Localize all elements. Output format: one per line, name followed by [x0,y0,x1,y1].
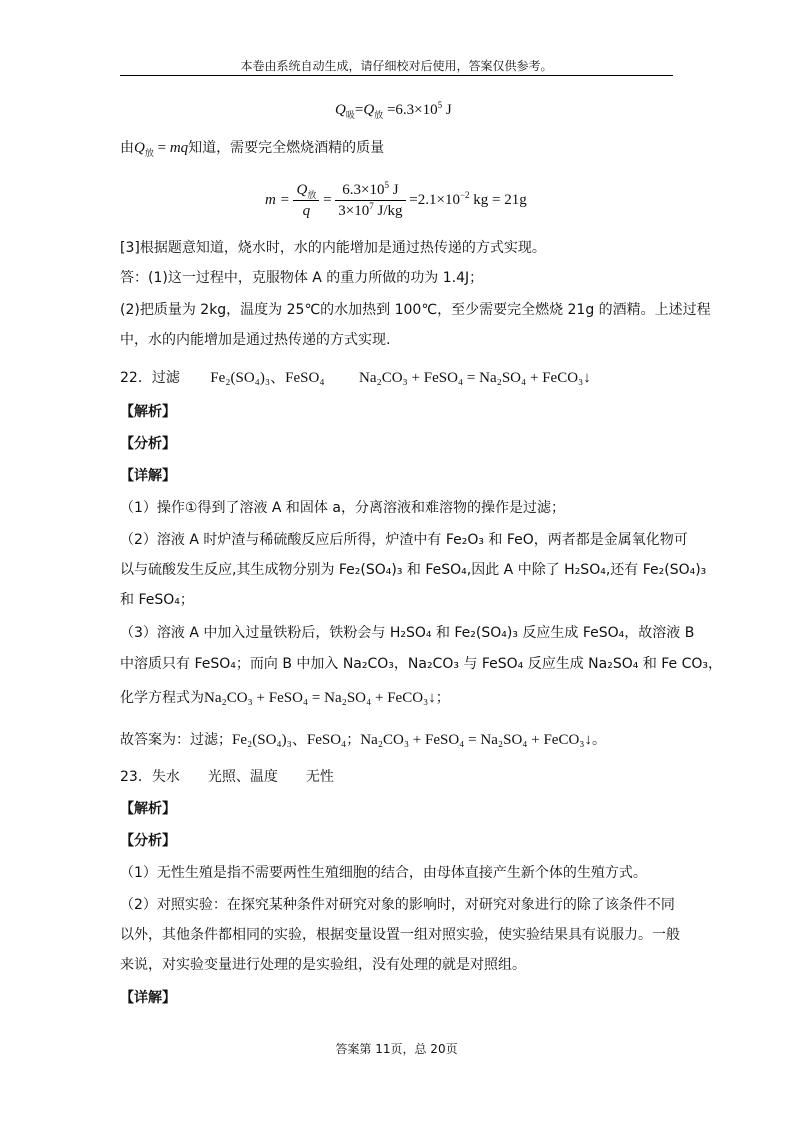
q22-paragraph-3a: （3）溶液 A 中加入过量铁粉后，铁粉会与 H₂SO₄ 和 Fe₂(SO₄)₃ 反应生成 FeSO₄，故溶液 B [120,625,695,641]
q22-final-answer: 故答案为：过滤；Fe₂(SO₄)₃、FeSO₄；Na₂CO₃ + FeSO₄ = Na₂SO₄ + FeCO₃↓。 [120,732,607,748]
fraction-q-over-q: $\frac{Q_放}{q}$ [293,180,319,221]
q22-paragraph-2a: （2）溶液 A 时炉渣与稀硫酸反应后所得，炉渣中有 Fe₂O₃ 和 FeO，两者都是金属氧化物可 [120,532,688,548]
q22-paragraph-3c: 化学方程式为Na₂CO₃ + FeSO₄ = Na₂SO₄ + FeCO₃↓； [120,690,450,706]
section-xiangjie-2: 【详解】 [120,990,176,1006]
section-fenxi-1: 【分析】 [120,436,176,452]
q22-paragraph-2b: 以与硫酸发生反应,其生成物分别为 Fe₂(SO₄)₃ 和 FeSO₄,因此 A 中除了 H₂SO₄,还有 Fe₂(SO₄)₃ [120,562,707,578]
section-jiexi-2: 【解析】 [120,801,176,817]
page-header: 本卷由系统自动生成，请仔细校对后使用，答案仅供参考。 [240,59,553,73]
q22-paragraph-1: （1）操作①得到了溶液 A 和固体 a，分离溶液和难溶物的操作是过滤； [120,500,565,516]
q23-paragraph-1: （1）无性生殖是指不需要两性生殖细胞的结合，由母体直接产生新个体的生殖方式。 [120,865,647,881]
line-answer-1: 答：(1)这一过程中，克服物体 A 的重力所做的功为 1.4J； [120,270,484,286]
q22-paragraph-2c: 和 FeSO₄； [120,592,194,608]
line-3-heat-transfer: [3]根据题意知道，烧水时，水的内能增加是通过热传递的方式实现。 [120,240,546,256]
q22-paragraph-3b: 中溶质只有 FeSO₄；而向 B 中加入 Na₂CO₃，Na₂CO₃ 与 FeSO₄ 反应生成 Na₂SO₄ 和 Fe CO₃， [120,656,723,672]
line-answer-2a: (2)把质量为 2kg，温度为 25℃的水加热到 100℃，至少需要完全燃烧 21g 的酒精。上述过程 [120,302,711,318]
q23-paragraph-2a: （2）对照实验：在探究某种条件对研究对象的影响时，对研究对象进行的除了该条件不同 [120,897,675,913]
chem-feso4: 、FeSO₄ [270,370,325,386]
line-answer-2b: 中，水的内能增加是通过热传递的方式实现. [120,332,391,348]
page-footer: 答案第 11页，总 20页 [335,1042,458,1056]
header-rule [120,75,673,76]
question-22-answer: 22．过滤 Fe₂(SO₄)₃、FeSO₄ Na₂CO₃ + FeSO₄ = Na₂SO₄ + FeCO₃↓ [120,370,591,386]
section-xiangjie-1: 【详解】 [120,468,176,484]
section-fenxi-2: 【分析】 [120,833,176,849]
fraction-values: $\frac{6.3\times 10^5 J}{3\times 10^7 J/kg}$ [335,180,405,221]
line-heat-source: 由$Q_放$ = mq知道，需要完全燃烧酒精的质量 [120,140,385,158]
mass-formula: m = $\frac{Q_放}{q}$ = $\frac{6.3\times 10^5 J}{3\times 10^7 J/kg}$ $=2.1\times 10^{-2}$ kg = 21g [265,180,527,219]
question-23-answer: 23．失水 光照、温度 无性 [120,769,334,785]
chem-fe2so43: Fe₂(SO₄)₃ [210,370,271,386]
heat-equality-formula: $Q_吸=Q_放 =6.3\times 10^5$ J [335,100,452,120]
section-jiexi-1: 【解析】 [120,404,176,420]
chem-equation: Na₂CO₃ + FeSO₄ = Na₂SO₄ + FeCO₃↓ [359,370,591,386]
q23-paragraph-2c: 来说，对实验变量进行处理的是实验组，没有处理的就是对照组。 [120,957,526,973]
q23-paragraph-2b: 以外，其他条件都相同的实验，根据变量设置一组对照实验，使实验结果具有说服力。一般 [120,927,680,943]
